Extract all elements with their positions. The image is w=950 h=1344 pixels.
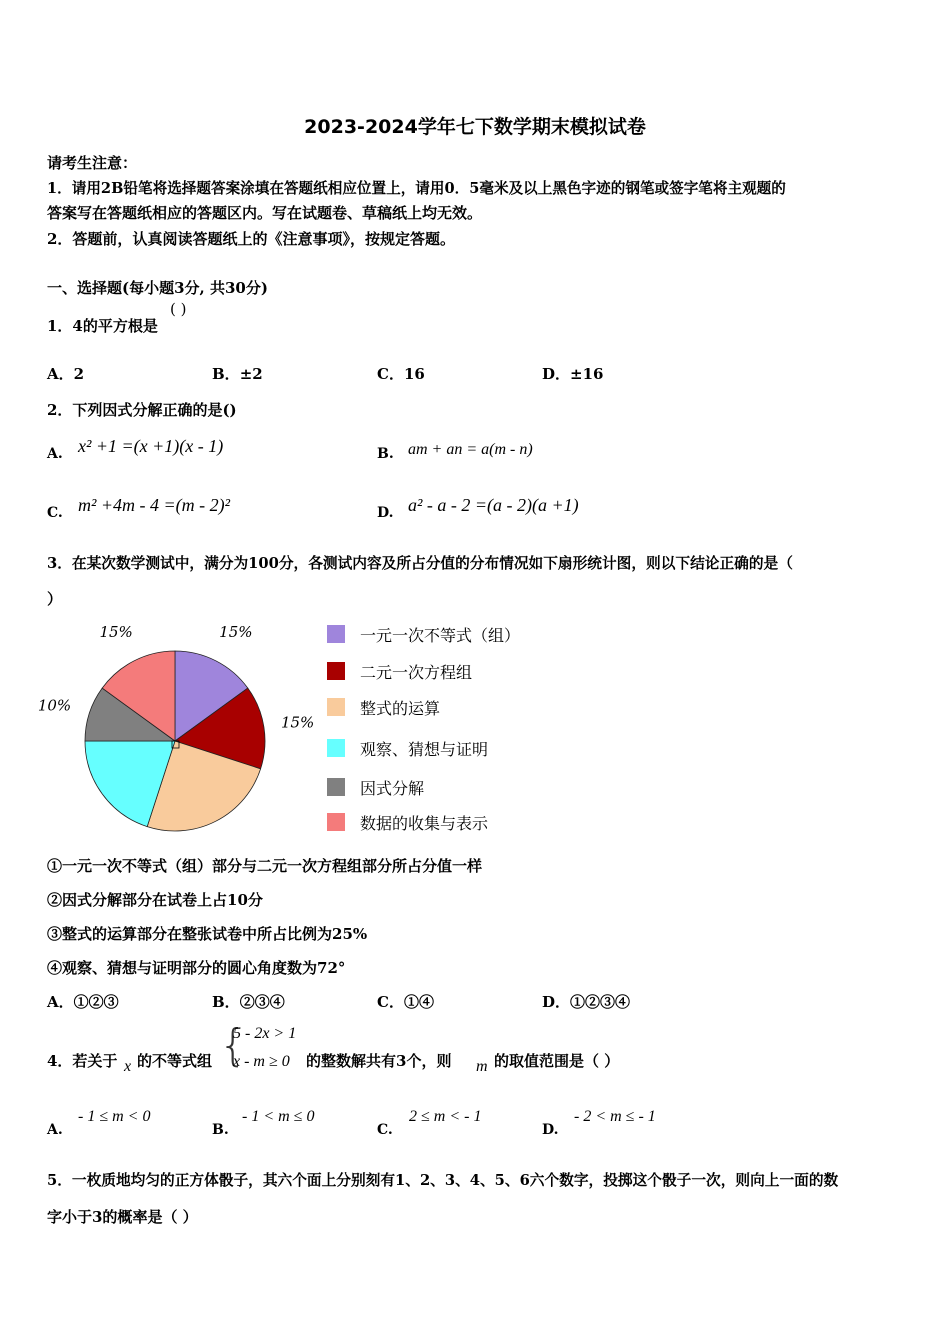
option-label: A．: [47, 365, 74, 383]
q5-line-1: 5．一枚质地均匀的正方体骰子，其六个面上分别刻有1、2、3、4、5、6六个数字，投掷这个骰子一次，则向上一面的数: [47, 1172, 839, 1189]
option-text: ①④: [403, 993, 434, 1011]
q2-option-a-label: A.: [47, 446, 63, 462]
q2-option-d-label: D.: [377, 505, 394, 521]
legend-label-5: 因式分解: [360, 779, 425, 798]
q2-stem: 2．下列因式分解正确的是(): [47, 401, 237, 419]
q4-option-d-expr: - 2 < m ≤ - 1: [574, 1108, 656, 1125]
q3-statement-1: ①一元一次不等式（组）部分与二元一次方程组部分所占分值一样: [47, 857, 483, 875]
q4-option-b-expr: - 1 < m ≤ 0: [242, 1108, 315, 1125]
q4-var-m: m: [476, 1058, 488, 1075]
q4-option-a-expr: - 1 ≤ m < 0: [78, 1108, 151, 1125]
legend-label-1: 一元一次不等式（组）: [360, 626, 521, 645]
legend-swatch-5: [327, 778, 345, 796]
q3-statement-2: ②因式分解部分在试卷上占10分: [47, 891, 263, 909]
q2-option-c-label: C.: [47, 505, 63, 521]
q3-statement-3: ③整式的运算部分在整张试卷中所占比例为25%: [47, 925, 368, 943]
option-text: ①②③④: [570, 993, 631, 1011]
q1-stem: 1．4的平方根是: [47, 317, 158, 335]
legend-label-2: 二元一次方程组: [360, 663, 473, 682]
q3-option-d: [542, 991, 630, 1012]
q4-var-x: x: [124, 1058, 132, 1075]
q2-option-b-label: B.: [377, 446, 394, 462]
section-heading: 一、选择题(每小题3分, 共30分): [47, 279, 268, 297]
q1-option-c: [377, 363, 425, 384]
q4-option-d-label: D.: [542, 1122, 559, 1138]
q2-option-b-expr: am + an = a(m - n): [408, 441, 533, 458]
q2-option-a-expr: x² +1 =(x +1)(x - 1): [78, 436, 224, 456]
legend-swatch-3: [327, 698, 345, 716]
system-brace: {: [219, 1020, 247, 1071]
option-text: 16: [403, 365, 425, 383]
page-title: 2023-2024学年七下数学期末模拟试卷: [304, 116, 646, 138]
notice-line-2: 答案写在答题纸相应的答题区内。写在试题卷、草稿纸上均无效。: [47, 204, 483, 222]
q2-option-d-expr: a² - a - 2 =(a - 2)(a +1): [408, 495, 579, 515]
q1-option-b: [212, 363, 263, 384]
option-label: C．: [377, 993, 404, 1011]
pie-data-label-1: 15%: [219, 623, 253, 642]
option-label: A．: [47, 993, 74, 1011]
option-label: B．: [212, 993, 240, 1011]
option-text: ±16: [570, 365, 604, 383]
q3-statement-4: ④观察、猜想与证明部分的圆心角度数为72°: [47, 959, 346, 977]
option-text: ①②③: [73, 993, 119, 1011]
q4-prefix: 4．若关于: [47, 1052, 118, 1070]
option-text: ±2: [239, 365, 263, 383]
q4-option-c-label: C.: [377, 1122, 393, 1138]
q3-option-c: [377, 991, 434, 1012]
pie-data-label-2: 15%: [280, 713, 315, 732]
q3-option-a: [47, 991, 119, 1012]
notice-heading: 请考生注意：: [47, 154, 138, 172]
option-text: ②③④: [239, 993, 285, 1011]
q4-end: 的取值范围是（ ）: [494, 1052, 620, 1070]
legend-label-4: 观察、猜想与证明: [360, 740, 489, 759]
q1-option-d: [542, 363, 603, 384]
q4-system-line-1: 5 - 2x > 1: [233, 1025, 297, 1042]
q2-option-c-expr: m² +4m - 4 =(m - 2)²: [78, 495, 231, 515]
q4-option-a-label: A.: [47, 1122, 63, 1138]
q1-option-a: [47, 363, 84, 384]
pie-data-label-6: 15%: [99, 623, 133, 642]
q3-stem-end: ）: [47, 590, 63, 608]
notice-line-3: 2．答题前，认真阅读答题纸上的《注意事项》，按规定答题。: [47, 230, 455, 248]
q4-option-b-label: B.: [212, 1122, 229, 1138]
option-label: B．: [212, 365, 240, 383]
q5-line-2: 字小于3的概率是（ ）: [47, 1208, 198, 1226]
option-label: D．: [542, 365, 571, 383]
q1-paren: ( ): [170, 300, 187, 318]
pie-chart: [37, 623, 315, 840]
pie-data-label-5: 10%: [37, 696, 72, 715]
q4-system-line-2: x - m ≥ 0: [233, 1053, 290, 1070]
legend-swatch-6: [327, 813, 345, 831]
q4-after: 的整数解共有3个，则: [306, 1052, 452, 1070]
notice-line-1: 1．请用2B铅笔将选择题答案涂填在答题纸相应位置上，请用0．5毫米及以上黑色字迹的钢笔或签字笔将主观题的: [47, 180, 786, 197]
q3-stem: 3．在某次数学测试中，满分为100分，各测试内容及所占分值的分布情况如下扇形统计图，则以下结论正确的是（: [47, 555, 793, 572]
option-label: C．: [377, 365, 404, 383]
q4-option-c-expr: 2 ≤ m < - 1: [409, 1108, 482, 1125]
q3-option-b: [212, 991, 285, 1012]
q4-mid: 的不等式组: [137, 1052, 213, 1070]
legend-swatch-4: [327, 739, 345, 757]
option-text: 2: [73, 365, 85, 383]
option-label: D．: [542, 993, 571, 1011]
legend-label-3: 整式的运算: [360, 699, 441, 718]
legend-swatch-1: [327, 625, 345, 643]
legend-label-6: 数据的收集与表示: [360, 814, 489, 833]
legend-swatch-2: [327, 662, 345, 680]
